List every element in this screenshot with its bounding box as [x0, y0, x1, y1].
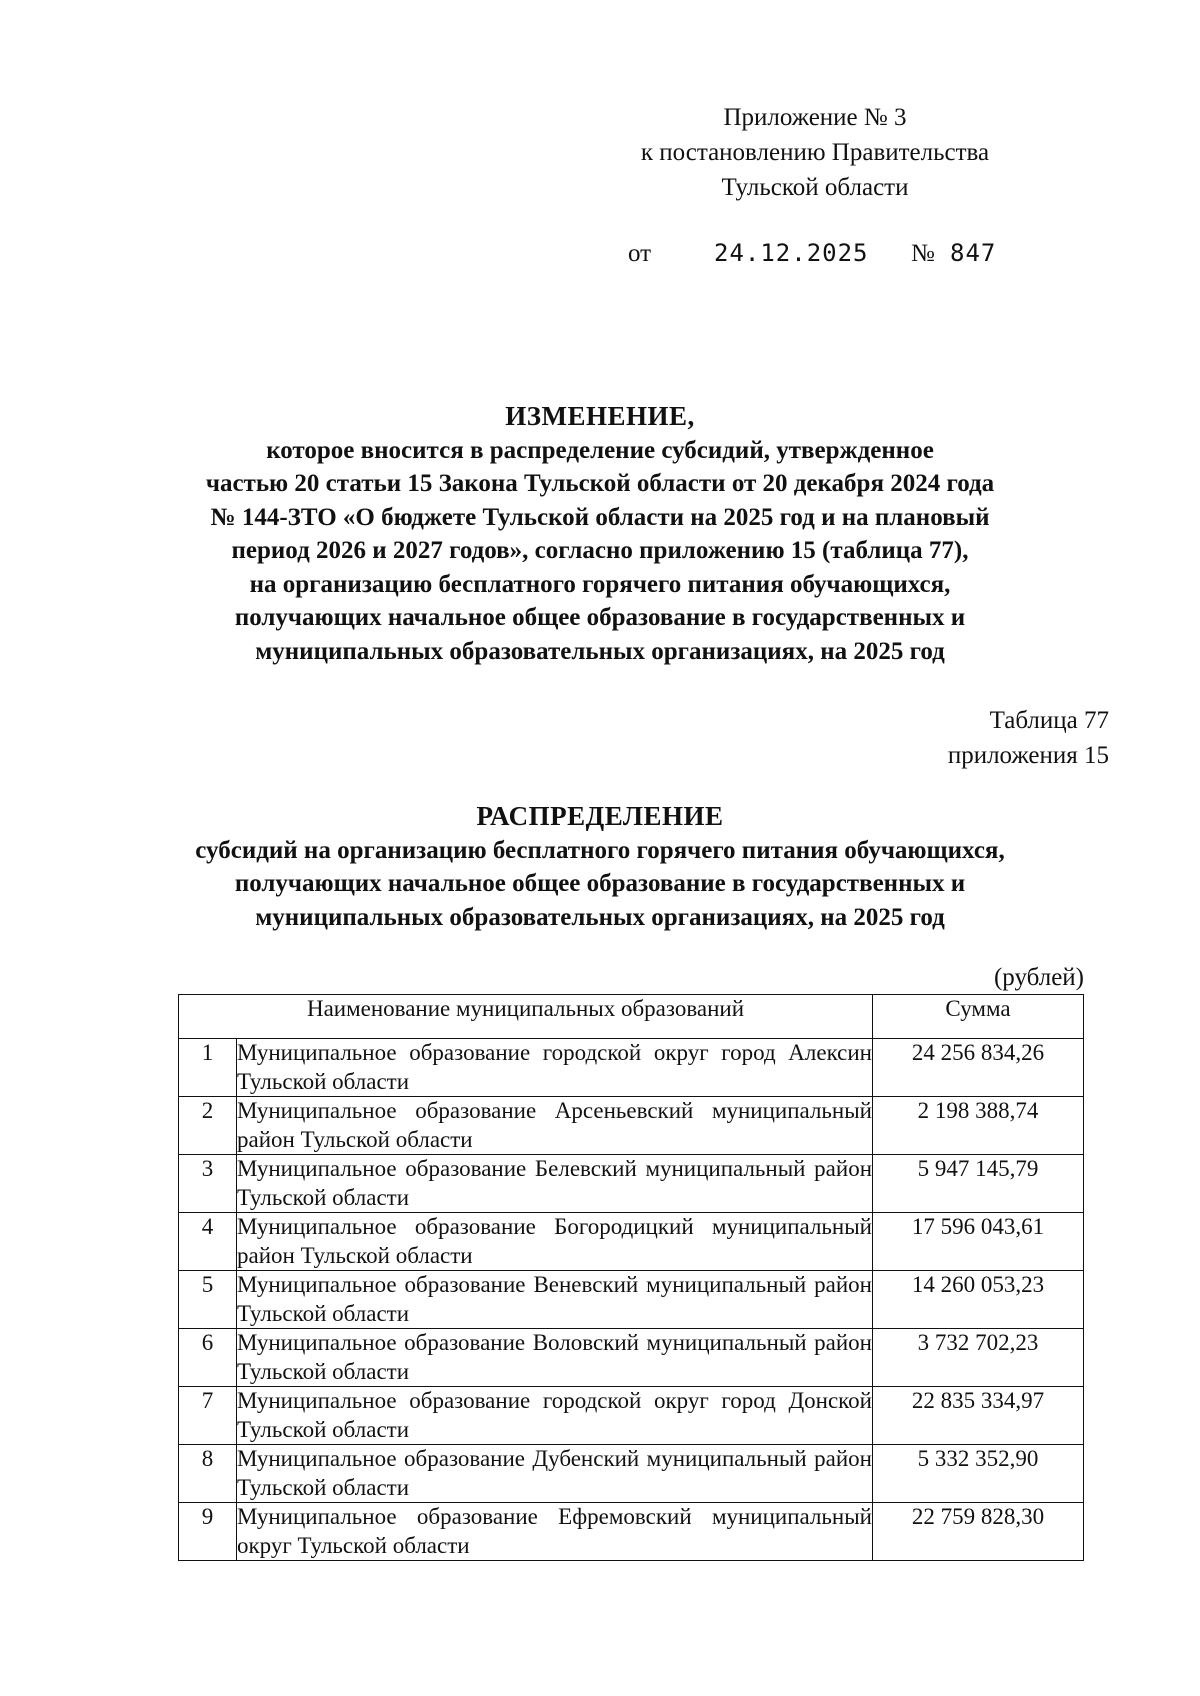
appendix-resolution: к постановлению Правительства — [640, 139, 990, 166]
appendix-header — [600, 100, 1030, 205]
row-number: 4 — [179, 1213, 237, 1271]
municipality-name: Муниципальное образование городской округ город Донской Тульской области — [237, 1387, 873, 1445]
table-row — [179, 1445, 1084, 1503]
document-date: 24.12.2025 — [714, 239, 869, 267]
change-line: на организацию бесплатного горячего питания обучающихся, — [249, 570, 951, 598]
change-line: период 2026 и 2027 годов», согласно приложению 15 (таблица 77), — [231, 537, 969, 564]
row-number: 7 — [179, 1387, 237, 1445]
row-number: 5 — [179, 1271, 237, 1329]
table-row — [179, 1213, 1084, 1271]
change-line: получающих начальное общее образование в государственных и — [234, 604, 966, 631]
municipality-name: Муниципальное образование Арсеньевский муниципальный район Тульской области — [237, 1097, 873, 1155]
units-label: (рублей) — [993, 964, 1084, 991]
table-row — [179, 1387, 1084, 1445]
change-line: № 144-ЗТО «О бюджете Тульской области на 2025 год и на плановый — [210, 503, 990, 531]
row-number: 6 — [179, 1329, 237, 1387]
change-line: частью 20 статьи 15 Закона Тульской области от 20 декабря 2024 года — [205, 470, 995, 497]
change-line: муниципальных образовательных организациях, на 2025 год — [255, 637, 945, 665]
table-row — [179, 1329, 1084, 1387]
change-line: которое вносится в распределение субсидий, утвержденное — [266, 436, 934, 464]
distribution-line: получающих начальное общее образование в государственных и — [234, 870, 966, 897]
appendix-reference: приложения 15 — [947, 742, 1109, 769]
table-reference — [948, 703, 1109, 773]
table-row — [179, 1155, 1084, 1213]
document-number: 847 — [950, 239, 997, 267]
change-title: ИЗМЕНЕНИЕ, — [505, 401, 695, 431]
table-row — [179, 1097, 1084, 1155]
municipality-name: Муниципальное образование Ефремовский муниципальный округ Тульской области — [237, 1503, 873, 1561]
subsidy-amount: 5 947 145,79 — [873, 1155, 1084, 1213]
subsidy-amount: 3 732 702,23 — [873, 1329, 1084, 1387]
subsidy-amount: 22 835 334,97 — [873, 1387, 1084, 1445]
distribution-heading — [140, 800, 1060, 934]
change-heading — [140, 400, 1060, 668]
distribution-title: РАСПРЕДЕЛЕНИЕ — [476, 801, 724, 831]
table-number: Таблица 77 — [989, 707, 1109, 734]
distribution-line: муниципальных образовательных организациях, на 2025 год — [255, 903, 945, 931]
municipality-name: Муниципальное образование Воловский муниципальный район Тульской области — [237, 1329, 873, 1387]
municipality-name: Муниципальное образование Дубенский муниципальный район Тульской области — [237, 1445, 873, 1503]
appendix-number: Приложение № 3 — [723, 104, 907, 131]
subsidy-amount: 17 596 043,61 — [873, 1213, 1084, 1271]
appendix-region: Тульской области — [721, 174, 909, 201]
municipality-name: Муниципальное образование Белевский муниципальный район Тульской области — [237, 1155, 873, 1213]
municipality-name: Муниципальное образование Веневский муниципальный район Тульской области — [237, 1271, 873, 1329]
subsidies-table — [178, 994, 1084, 1561]
table-row — [179, 1039, 1084, 1097]
subsidy-amount: 14 260 053,23 — [873, 1271, 1084, 1329]
distribution-line: субсидий на организацию бесплатного горячего питания обучающихся, — [195, 836, 1005, 864]
subsidy-amount: 2 198 388,74 — [873, 1097, 1084, 1155]
subsidy-amount: 24 256 834,26 — [873, 1039, 1084, 1097]
row-number: 9 — [179, 1503, 237, 1561]
date-label: от — [628, 240, 652, 267]
row-number: 1 — [179, 1039, 237, 1097]
header-name: Наименование муниципальных образований — [179, 995, 873, 1039]
table-row — [179, 1271, 1084, 1329]
number-sign: № — [911, 240, 935, 267]
subsidy-amount: 22 759 828,30 — [873, 1503, 1084, 1561]
table-header-row — [179, 995, 1084, 1039]
row-number: 2 — [179, 1097, 237, 1155]
header-sum: Сумма — [873, 995, 1084, 1039]
row-number: 3 — [179, 1155, 237, 1213]
municipality-name: Муниципальное образование Богородицкий муниципальный район Тульской области — [237, 1213, 873, 1271]
municipality-name: Муниципальное образование городской округ город Алексин Тульской области — [237, 1039, 873, 1097]
row-number: 8 — [179, 1445, 237, 1503]
table-row — [179, 1503, 1084, 1561]
subsidy-amount: 5 332 352,90 — [873, 1445, 1084, 1503]
